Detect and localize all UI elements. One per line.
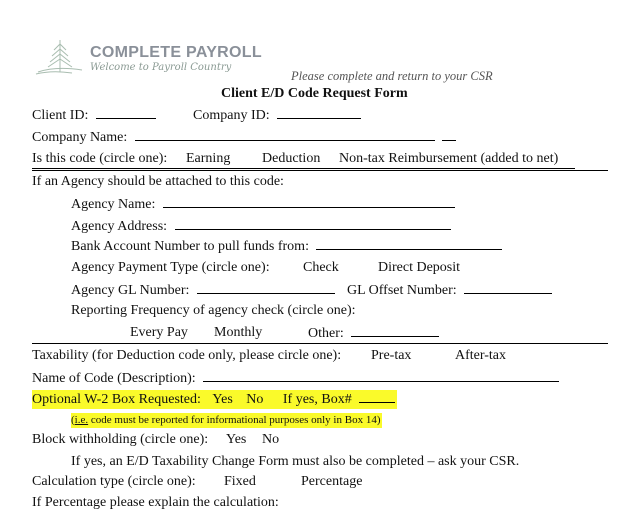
- calc-type-fixed[interactable]: Fixed: [224, 474, 256, 489]
- w2-box-label: If yes, Box#: [282, 392, 352, 407]
- code-type-deduction[interactable]: Deduction: [262, 151, 321, 166]
- percentage-explain: If Percentage please explain the calculation:: [32, 495, 279, 510]
- agency-gl-label: Agency GL Number:: [71, 283, 190, 298]
- w2-yes[interactable]: Yes: [212, 392, 233, 407]
- agency-name-row: [71, 195, 455, 214]
- company-name-suffix-field[interactable]: [442, 128, 456, 141]
- company-name-field[interactable]: [135, 128, 435, 141]
- company-id-field[interactable]: [277, 106, 361, 119]
- code-name-label: Name of Code (Description):: [32, 371, 196, 386]
- freq-other-row: [308, 324, 439, 343]
- client-id-label: Client ID:: [32, 108, 89, 123]
- section-rule-1: [32, 170, 608, 171]
- w2-note: [71, 413, 382, 428]
- block-wh-label: Block withholding (circle one):: [32, 432, 209, 447]
- agency-address-field[interactable]: [175, 217, 451, 230]
- block-wh-note: If yes, an E/D Taxability Change Form must also be completed – ask your CSR.: [71, 454, 520, 469]
- code-type-earning[interactable]: Earning: [186, 151, 231, 166]
- agency-name-field[interactable]: [163, 195, 455, 208]
- form-title: Client E/D Code Request Form: [221, 86, 408, 101]
- w2-label: Optional W-2 Box Requested:: [32, 392, 201, 407]
- client-id-field[interactable]: [96, 106, 156, 119]
- w2-note-ie: i.e.: [74, 414, 89, 426]
- section-rule-2: [32, 343, 608, 344]
- reporting-frequency-label: Reporting Frequency of agency check (circle one):: [71, 303, 356, 318]
- code-type-underline: [32, 168, 575, 169]
- calc-type-label: Calculation type (circle one):: [32, 474, 196, 489]
- taxability-pre-tax[interactable]: Pre-tax: [371, 348, 412, 363]
- logo-tagline: Welcome to Payroll Country: [90, 62, 232, 73]
- code-name-field[interactable]: [203, 369, 559, 382]
- code-type-label: Is this code (circle one):: [32, 151, 168, 166]
- taxability-label: Taxability (for Deduction code only, please circle one):: [32, 348, 342, 363]
- w2-no[interactable]: No: [246, 392, 264, 407]
- w2-box-field[interactable]: [359, 390, 395, 403]
- payment-type-check[interactable]: Check: [303, 260, 339, 275]
- calc-type-percentage[interactable]: Percentage: [301, 474, 363, 489]
- client-id-row: [32, 106, 156, 125]
- code-name-row: [32, 369, 559, 388]
- company-name-row: [32, 128, 456, 147]
- agency-address-row: [71, 217, 451, 236]
- freq-other-field[interactable]: [351, 324, 439, 337]
- csr-note: Please complete and return to your CSR: [291, 69, 493, 83]
- freq-monthly[interactable]: Monthly: [214, 325, 263, 340]
- pine-tree-logo-icon: [32, 36, 88, 76]
- w2-note-paren: (: [71, 414, 75, 426]
- taxability-after-tax[interactable]: After-tax: [455, 348, 507, 363]
- bank-account-row: [71, 237, 502, 256]
- w2-note-text: code must be reported for informational purposes only in Box 14): [88, 414, 381, 426]
- bank-account-field[interactable]: [316, 237, 502, 250]
- code-type-reimbursement[interactable]: Non-tax Reimbursement (added to net): [339, 151, 559, 166]
- agency-gl-row: [71, 281, 335, 300]
- payment-type-label: Agency Payment Type (circle one):: [71, 260, 270, 275]
- company-id-label: Company ID:: [193, 108, 270, 123]
- agency-question: If an Agency should be attached to this code:: [32, 174, 284, 189]
- block-wh-yes[interactable]: Yes: [226, 432, 247, 447]
- gl-offset-field[interactable]: [464, 281, 552, 294]
- company-id-row: [193, 106, 361, 125]
- agency-gl-field[interactable]: [197, 281, 335, 294]
- payment-type-direct-deposit[interactable]: Direct Deposit: [378, 260, 461, 275]
- bank-account-label: Bank Account Number to pull funds from:: [71, 239, 309, 254]
- company-name-label: Company Name:: [32, 130, 128, 145]
- agency-name-label: Agency Name:: [71, 197, 156, 212]
- freq-every-pay[interactable]: Every Pay: [130, 325, 188, 340]
- gl-offset-row: [347, 281, 552, 300]
- gl-offset-label: GL Offset Number:: [347, 283, 457, 298]
- freq-other-label[interactable]: Other:: [308, 326, 344, 341]
- block-wh-no[interactable]: No: [262, 432, 280, 447]
- agency-address-label: Agency Address:: [71, 219, 168, 234]
- w2-row: [32, 390, 397, 409]
- logo-title: COMPLETE PAYROLL: [90, 44, 262, 61]
